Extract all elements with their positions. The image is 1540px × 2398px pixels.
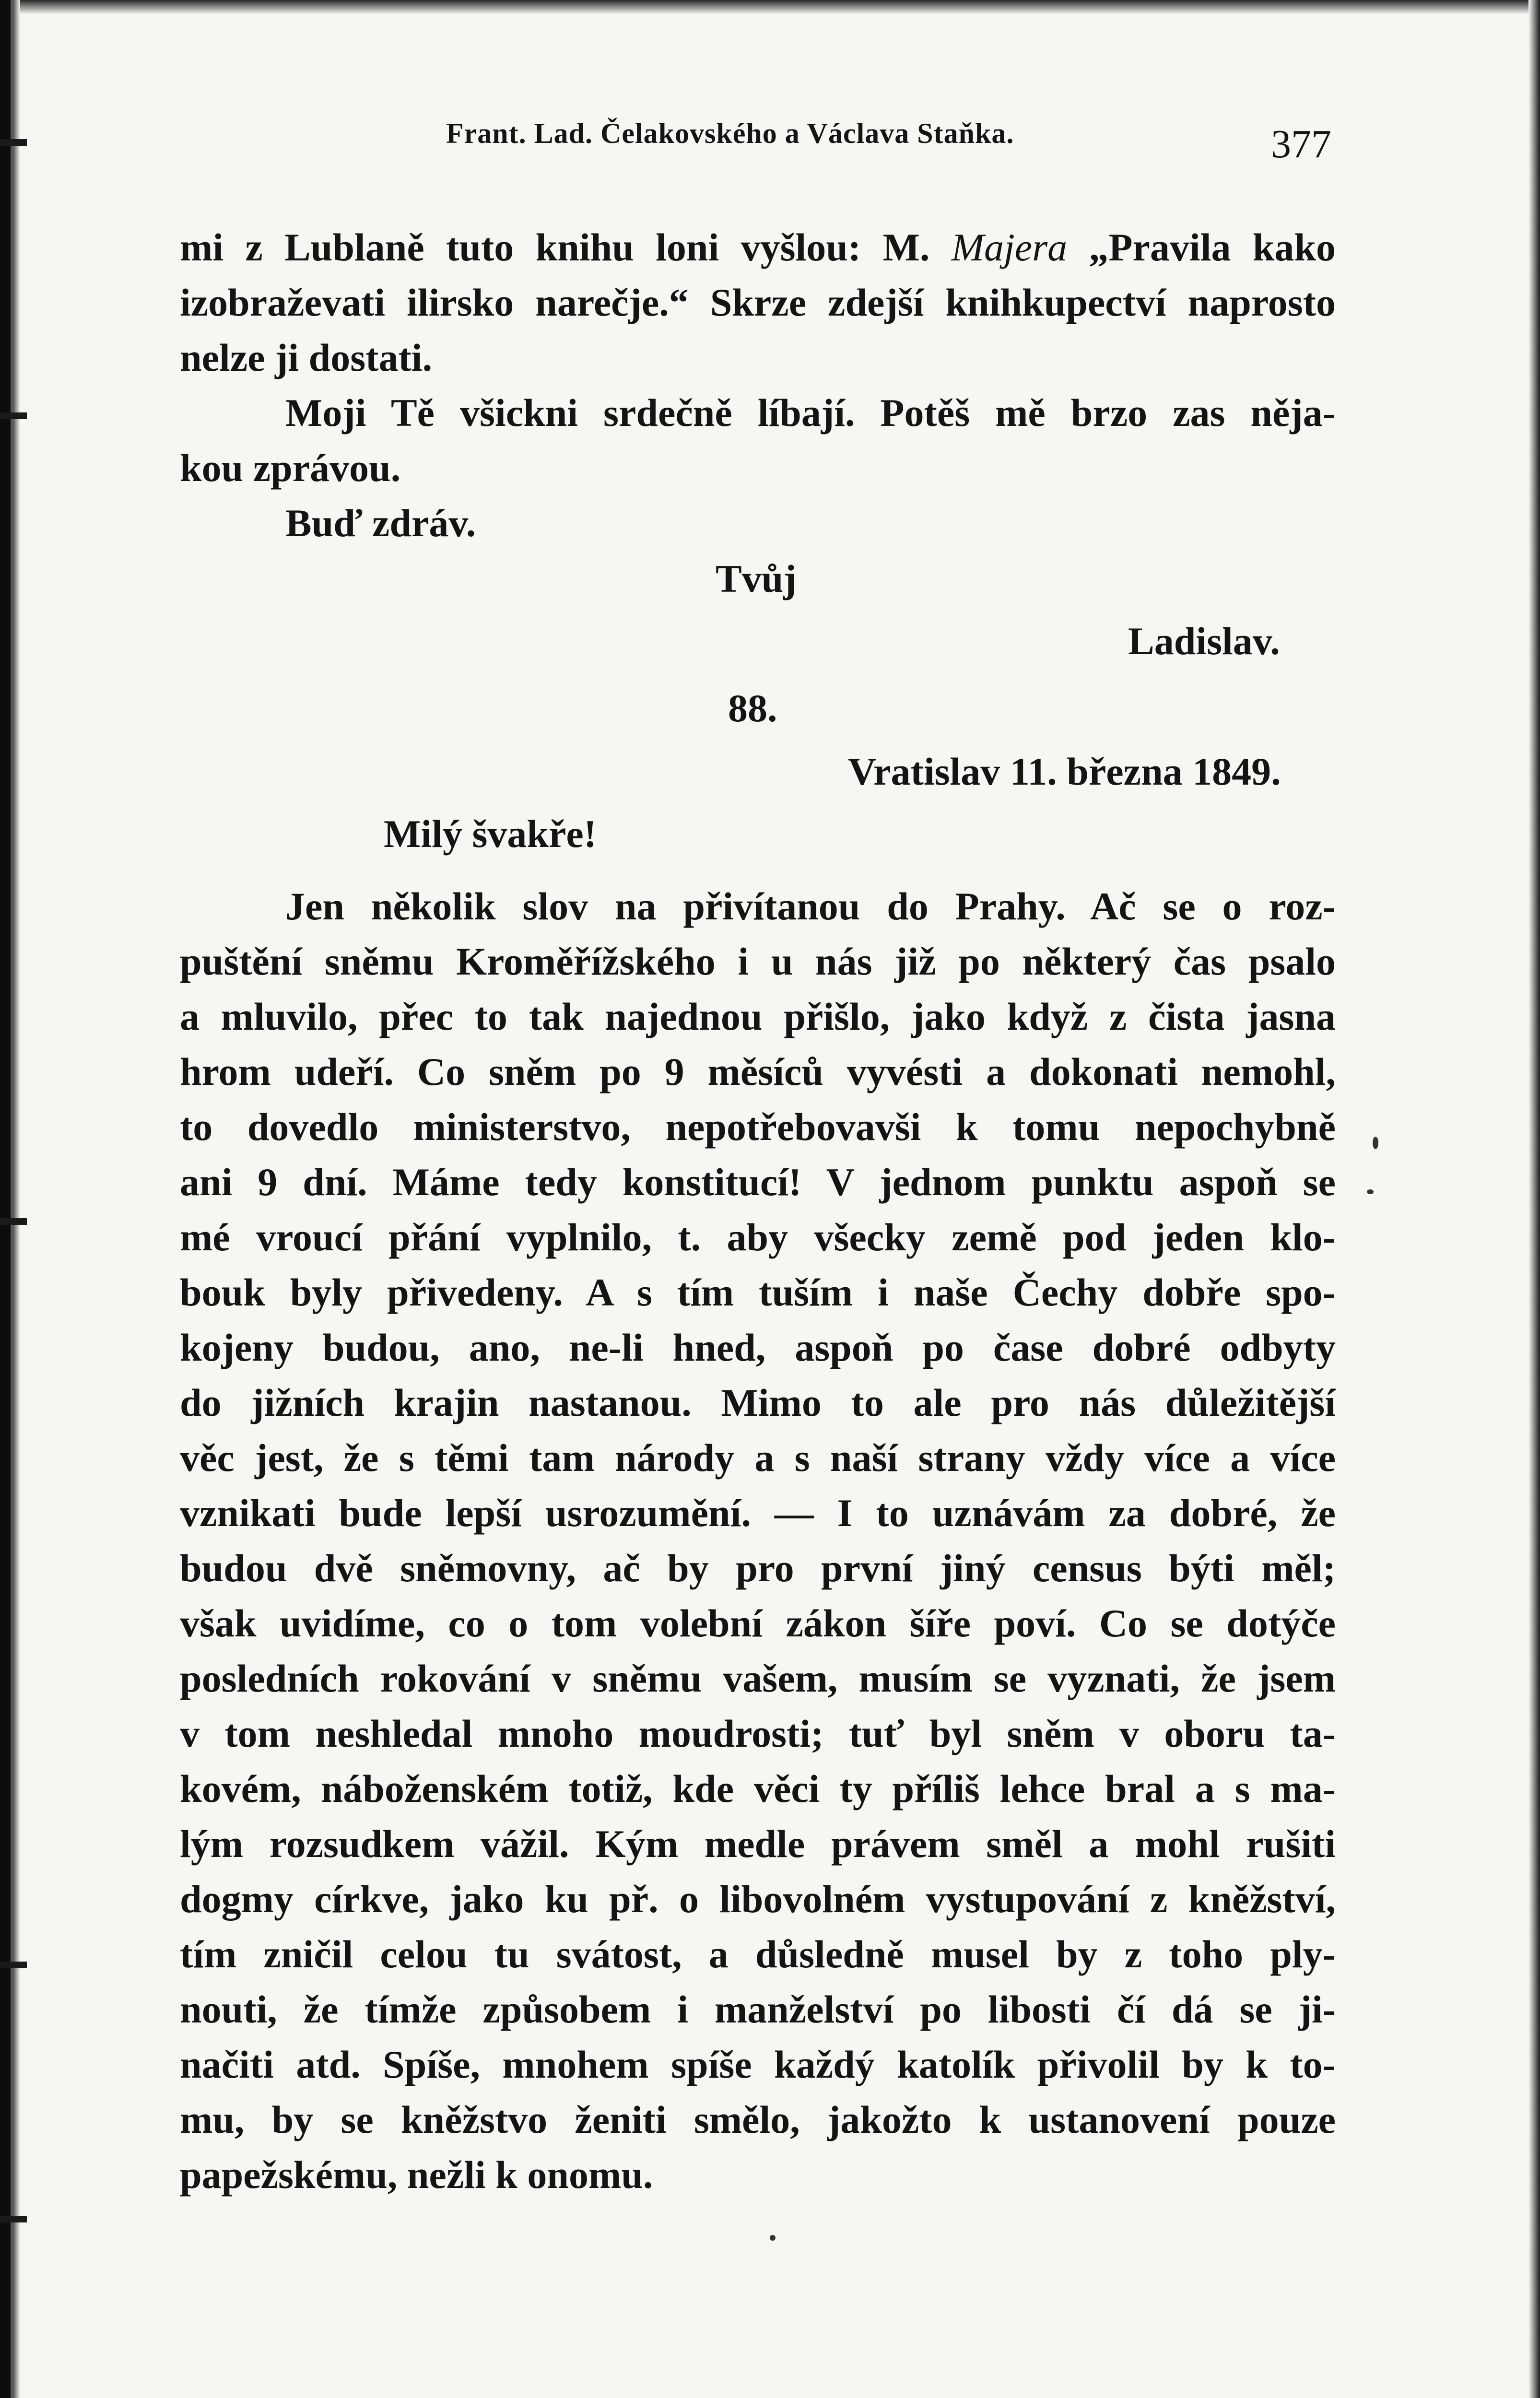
letter-87-continuation: [180, 220, 1336, 551]
binding-stitch-mark: [0, 2216, 27, 2222]
text-line: ani 9 dní. Máme tedy konstitucí! V jednom punktu aspoň se: [180, 1160, 1336, 1204]
text-line: kovém, náboženském totiž, kde věci ty příliš lehce bral a s ma-: [180, 1767, 1336, 1810]
text-line: kojeny budou, ano, ne-li hned, aspoň po čase dobré odbyty: [180, 1326, 1336, 1369]
text-line: nouti, že tímže způsobem i manželství po libosti čí dá se ji-: [180, 1987, 1336, 2031]
text-line: papežskému, nežli k onomu.: [180, 2153, 653, 2197]
text-line: tím zničil celou tu svátost, a důsledně musel by z toho ply-: [180, 1932, 1336, 1976]
text-line: kou zprávou.: [180, 446, 401, 490]
running-title: Frant. Lad. Čelakovského a Václava Staňka.: [446, 118, 1014, 149]
letter-number: 88.: [728, 686, 777, 730]
text-line: mu, by se kněžstvo ženiti smělo, jakožto k ustanovení pouze: [180, 2098, 1336, 2141]
binding-stitch-mark: [0, 1218, 27, 1225]
text-line: a mluvilo, přec to tak najednou přišlo, jako když z čista jasna: [180, 995, 1336, 1038]
binding-stitch-mark: [0, 412, 27, 419]
running-header: [446, 117, 1343, 170]
text-line: bouk byly přivedeny. A s tím tuším i naše Čechy dobře spo-: [180, 1270, 1336, 1314]
text-line: Jen několik slov na přivítanou do Prahy. Ač se o roz-: [285, 884, 1336, 928]
text-line: posledních rokování v sněmu vašem, musím se vyznati, že jsem: [180, 1657, 1336, 1700]
ink-speck: [1367, 1189, 1374, 1194]
signature: Ladislav.: [1128, 619, 1280, 663]
binding-stitch-mark: [0, 1962, 27, 1968]
scan-top-edge: [0, 0, 1540, 14]
text-line: lým rozsudkem vážil. Kým medle právem směl a mohl rušiti: [180, 1822, 1336, 1866]
page-number: 377: [1271, 122, 1331, 166]
letter-88-body: [180, 879, 1336, 2202]
text-line: nelze ji dostati.: [180, 336, 433, 379]
text-line: mi z Lublaně tuto knihu loni vyšlou: M. Majera „Pravila kako: [180, 225, 1336, 269]
text-line: izobraževati ilirsko narečje.“ Skrze zdejší knihkupectví naprosto: [180, 281, 1336, 324]
text-line: budou dvě sněmovny, ač by pro první jiný census býti měl;: [180, 1546, 1336, 1590]
place-date: Vratislav 11. března 1849.: [848, 750, 1281, 793]
binding-stitch-mark: [0, 139, 27, 146]
text-line: puštění sněmu Kroměřížského i u nás již po některý čas psalo: [180, 940, 1336, 983]
text-line: to dovedlo ministerstvo, nepotřebovavši k tomu nepochybně: [180, 1105, 1336, 1149]
text-line: Moji Tě všickni srdečně líbají. Potěš mě brzo zas něja-: [285, 391, 1336, 435]
text-line: věc jest, že s těmi tam národy a s naší strany vždy více a více: [180, 1436, 1336, 1480]
text-line: hrom udeří. Co sněm po 9 měsíců vyvésti a dokonati nemohl,: [180, 1050, 1336, 1093]
text-line: dogmy církve, jako ku př. o libovolném vystupování z kněžství,: [180, 1877, 1336, 1921]
ink-speck: [770, 2235, 776, 2241]
scan-binding-edge: [0, 0, 20, 2398]
scan-right-edge: [1528, 0, 1540, 2398]
text-line: mé vroucí přání vyplnilo, t. aby všecky země pod jeden klo-: [180, 1215, 1336, 1259]
closing: Tvůj: [716, 557, 797, 600]
text-line: načiti atd. Spíše, mnohem spíše každý katolík přivolil by k to-: [180, 2043, 1336, 2086]
ink-speck: [1373, 1137, 1378, 1149]
text-line: v tom neshledal mnoho moudrosti; tuť byl sněm v oboru ta-: [180, 1712, 1336, 1755]
text-line: však uvidíme, co o tom volební zákon šíře poví. Co se dotýče: [180, 1601, 1336, 1645]
salutation: Milý švakře!: [384, 812, 597, 856]
text-line: vznikati bude lepší usrozumění. — I to uznávám za dobré, že: [180, 1491, 1336, 1535]
farewell: Buď zdráv.: [285, 501, 476, 545]
text-line: do jižních krajin nastanou. Mimo to ale pro nás důležitější: [180, 1381, 1336, 1424]
author-name-italic: Majera: [951, 225, 1068, 269]
